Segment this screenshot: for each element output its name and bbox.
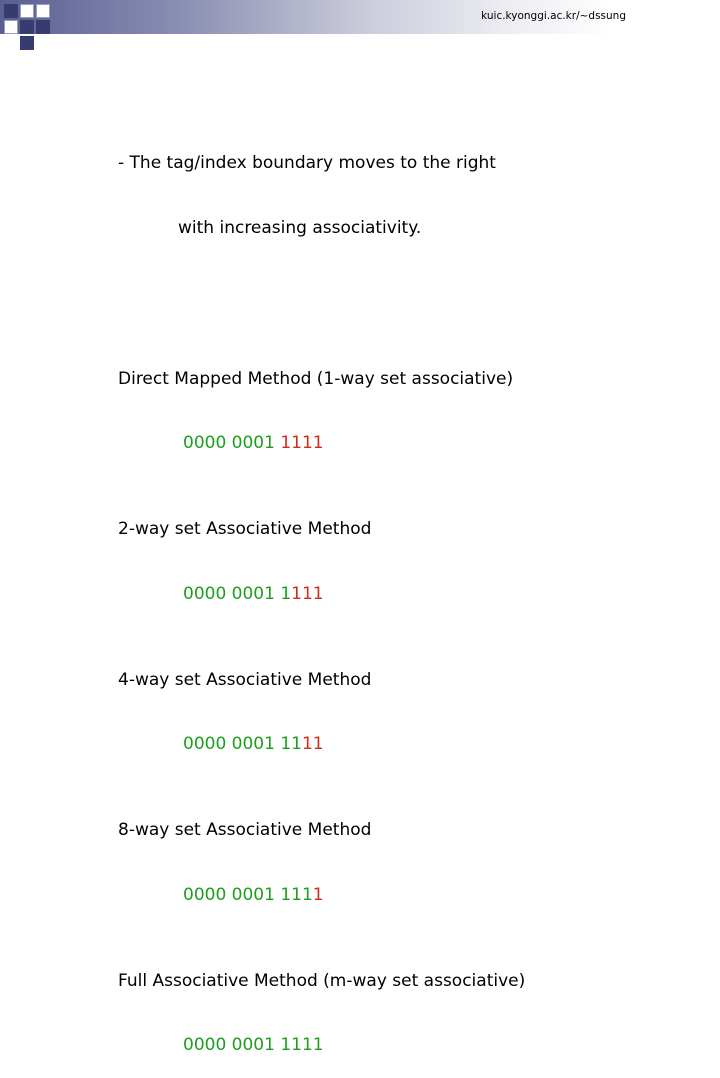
decor-square-3: [36, 4, 50, 18]
tag-bits: 0000 0001 11: [183, 734, 302, 754]
intro-line-1: - The tag/index boundary moves to the right: [118, 153, 496, 173]
method-label: 8-way set Associative Method: [118, 820, 372, 840]
method-label: Full Associative Method (m-way set associative): [118, 970, 526, 991]
method-label: 4-way set Associative Method: [118, 669, 372, 690]
decor-square-6: [36, 20, 50, 34]
index-bits: 1: [312, 884, 324, 905]
index-bits: 111: [291, 583, 324, 604]
tag-bits: 0000 0001 1: [183, 583, 292, 604]
address-bits: [118, 433, 678, 455]
method-label: Direct Mapped Method (1-way set associative): [118, 368, 514, 389]
index-bits: 11: [301, 734, 324, 754]
decor-square-2: [20, 4, 34, 18]
tag-bits: 0000 0001 111: [183, 884, 313, 905]
address-bits: [118, 584, 678, 606]
address-bits: [118, 885, 678, 907]
intro-line-2: with increasing associativity.: [178, 217, 422, 238]
decor-square-4: [4, 20, 18, 34]
slide-content: [118, 110, 678, 1078]
address-bits: [118, 1035, 678, 1057]
decor-square-7: [20, 36, 34, 50]
address-bits: [118, 734, 678, 756]
method-label: 2-way set Associative Method: [118, 519, 372, 539]
index-bits: 1111: [280, 433, 324, 453]
tag-bits: 0000 0001 1111: [183, 1035, 324, 1055]
header-url: kuic.kyonggi.ac.kr/~dssung: [481, 10, 626, 22]
decor-square-5: [20, 20, 34, 34]
tag-bits: 0000 0001: [183, 433, 281, 453]
decor-square-1: [4, 4, 18, 18]
